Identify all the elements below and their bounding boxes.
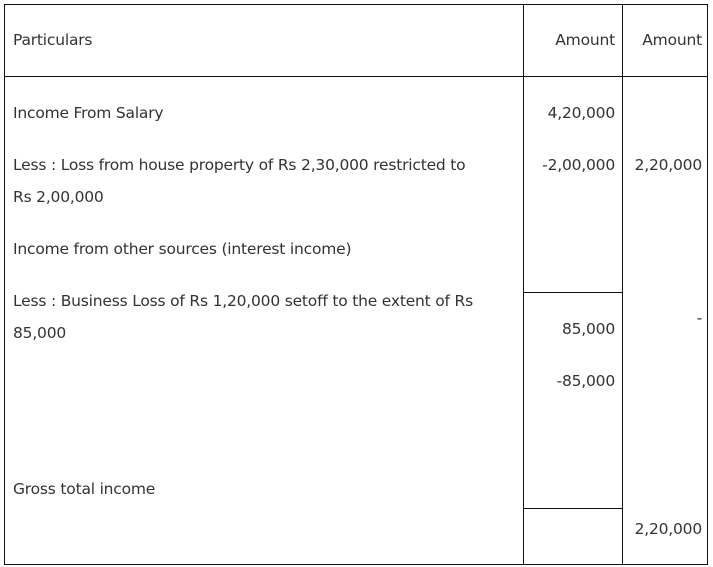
row-house-loss-label-2: Rs 2,00,000 xyxy=(13,188,104,206)
column-divider-amount2 xyxy=(622,4,623,565)
amount1-divider-bottom xyxy=(523,508,622,509)
row-gross-total-label: Gross total income xyxy=(13,480,156,498)
row-business-loss-amount2: - xyxy=(696,309,702,327)
row-house-loss-amount2: 2,20,000 xyxy=(634,156,702,174)
row-salary-amount1: 4,20,000 xyxy=(547,104,615,122)
row-house-loss-amount1: -2,00,000 xyxy=(542,156,615,174)
row-business-loss-label-2: 85,000 xyxy=(13,324,67,342)
header-amount-2: Amount xyxy=(642,31,702,49)
row-house-loss-label-1: Less : Loss from house property of Rs 2,30,000 restricted to xyxy=(13,156,466,174)
header-divider xyxy=(4,76,708,77)
row-business-loss-label-1: Less : Business Loss of Rs 1,20,000 setoff to the extent of Rs xyxy=(13,292,473,310)
row-business-loss-amount1: 85,000 xyxy=(561,320,615,338)
row-salary-label: Income From Salary xyxy=(13,104,164,122)
column-divider-amount1 xyxy=(523,4,524,565)
row-business-loss-amount1-less: -85,000 xyxy=(556,372,615,390)
row-gross-total-amount2: 2,20,000 xyxy=(634,520,702,538)
amount1-divider-top xyxy=(523,292,622,293)
header-amount-1: Amount xyxy=(555,31,615,49)
header-particulars: Particulars xyxy=(13,31,93,49)
row-other-sources-label: Income from other sources (interest income) xyxy=(13,240,352,258)
